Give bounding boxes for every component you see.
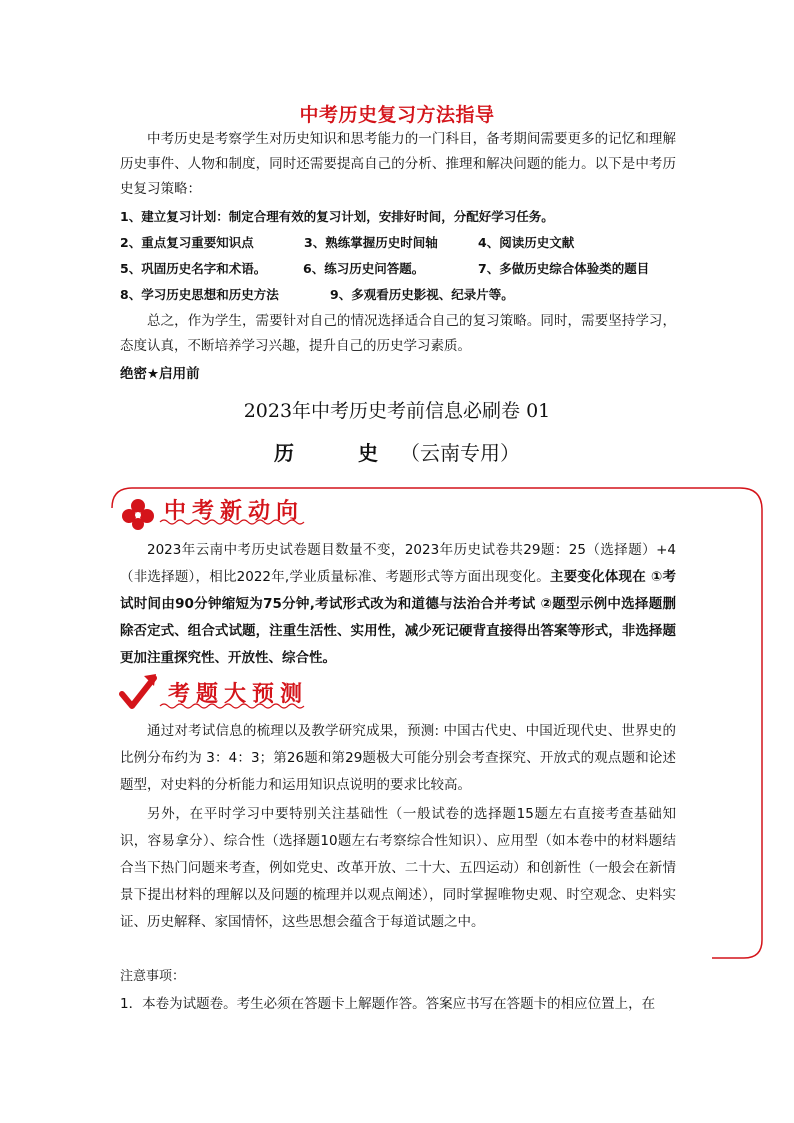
- guide-item-9: 9、多观看历史影视、纪录片等。: [330, 287, 514, 302]
- guide-item-5: 5、巩固历史名字和术语。: [120, 261, 267, 276]
- trends-text-plain: 2023年云南中考历史试卷题目数量不变，2023年历史试卷共29题：25（选择题）+4（非选择题），相比2022年,学业质量标准、考题形式等方面出现变化。: [120, 542, 676, 585]
- notice-item-1: 1．本卷为试题卷。考生必须在答题卡上解题作答。答案应书写在答题卡的相应位置上，在: [120, 996, 656, 1012]
- guide-item-1: 1、建立复习计划：制定合理有效的复习计划，安排好时间，分配好学习任务。: [120, 209, 554, 224]
- section-heading-trends: 中考新动向: [164, 499, 305, 524]
- guide-item-3: 3、熟练掌握历史时间轴: [304, 235, 438, 250]
- notice-title: 注意事项：: [120, 969, 186, 984]
- trends-text-bold: 主要变化体现在 ①考试时间由90分钟缩短为75分钟,考试形式改为和道德与法治合并考试 ②题型示例中选择题删除否定式、组合式试题，注重生活性、实用性，减少死记硬背直接得出答案等形式，非选择题更加注重探究性、开放性、综合性。: [120, 569, 676, 666]
- section-trends-text: [120, 537, 676, 672]
- guide-intro: 中考历史是考察学生对历史知识和思考能力的一门科目，备考期间需要更多的记忆和理解历史事件、人物和制度，同时还需要提高自己的分析、推理和解决问题的能力。以下是中考历史复习策略：: [120, 131, 676, 197]
- forecast-paragraph-1: 通过对考试信息的梳理以及教学研究成果，预测: 中国古代史、中国近现代史、世界史的比例分布约为 3：4：3；第26题和第29题极大可能分别会考查探究、开放式的观点题和论述题型，对史料的分析能力和运用知识点说明的要求比较高。: [120, 723, 676, 793]
- subject-note: （云南专用）: [400, 441, 520, 465]
- guide-item-4: 4、阅读历史文献: [478, 235, 575, 250]
- secret-label: 绝密★启用前: [120, 366, 200, 382]
- guide-item-2: 2、重点复习重要知识点: [120, 235, 254, 250]
- clover-icon: [120, 497, 156, 533]
- exam-title: 2023年中考历史考前信息必刷卷 01: [243, 400, 551, 422]
- guide-title: 中考历史复习方法指导: [299, 104, 495, 126]
- forecast-paragraph-2: 另外，在平时学习中要特别关注基础性（一般试卷的选择题15题左右直接考查基础知识，容易拿分）、综合性（选择题10题左右考察综合性知识）、应用型（如本卷中的材料题结合当下热门问题来考查，例如党史、改革开放、二十大、五四运动）和创新性（一般会在新情景下提出材料的理解以及问题的梳理并以观点阐述），同时掌握唯物史观、时空观念、史料实证、历史解释、家国情怀，这些思想会蕴含于每道试题之中。: [120, 806, 676, 930]
- guide-summary: 总之，作为学生，需要针对自己的情况选择适合自己的复习策略。同时，需要坚持学习，态度认真，不断培养学习兴趣，提升自己的历史学习素质。: [120, 313, 676, 354]
- section-heading-forecast: 考题大预测: [168, 682, 309, 707]
- exam-subtitle: [0, 437, 794, 466]
- guide-item-6: 6、练习历史问答题。: [303, 261, 425, 276]
- guide-item-7: 7、多做历史综合体验类的题目: [478, 261, 650, 276]
- subject-name: 历 史: [274, 441, 400, 465]
- guide-item-8: 8、学习历史思想和历史方法: [120, 287, 279, 302]
- check-arrow-icon: [118, 672, 160, 710]
